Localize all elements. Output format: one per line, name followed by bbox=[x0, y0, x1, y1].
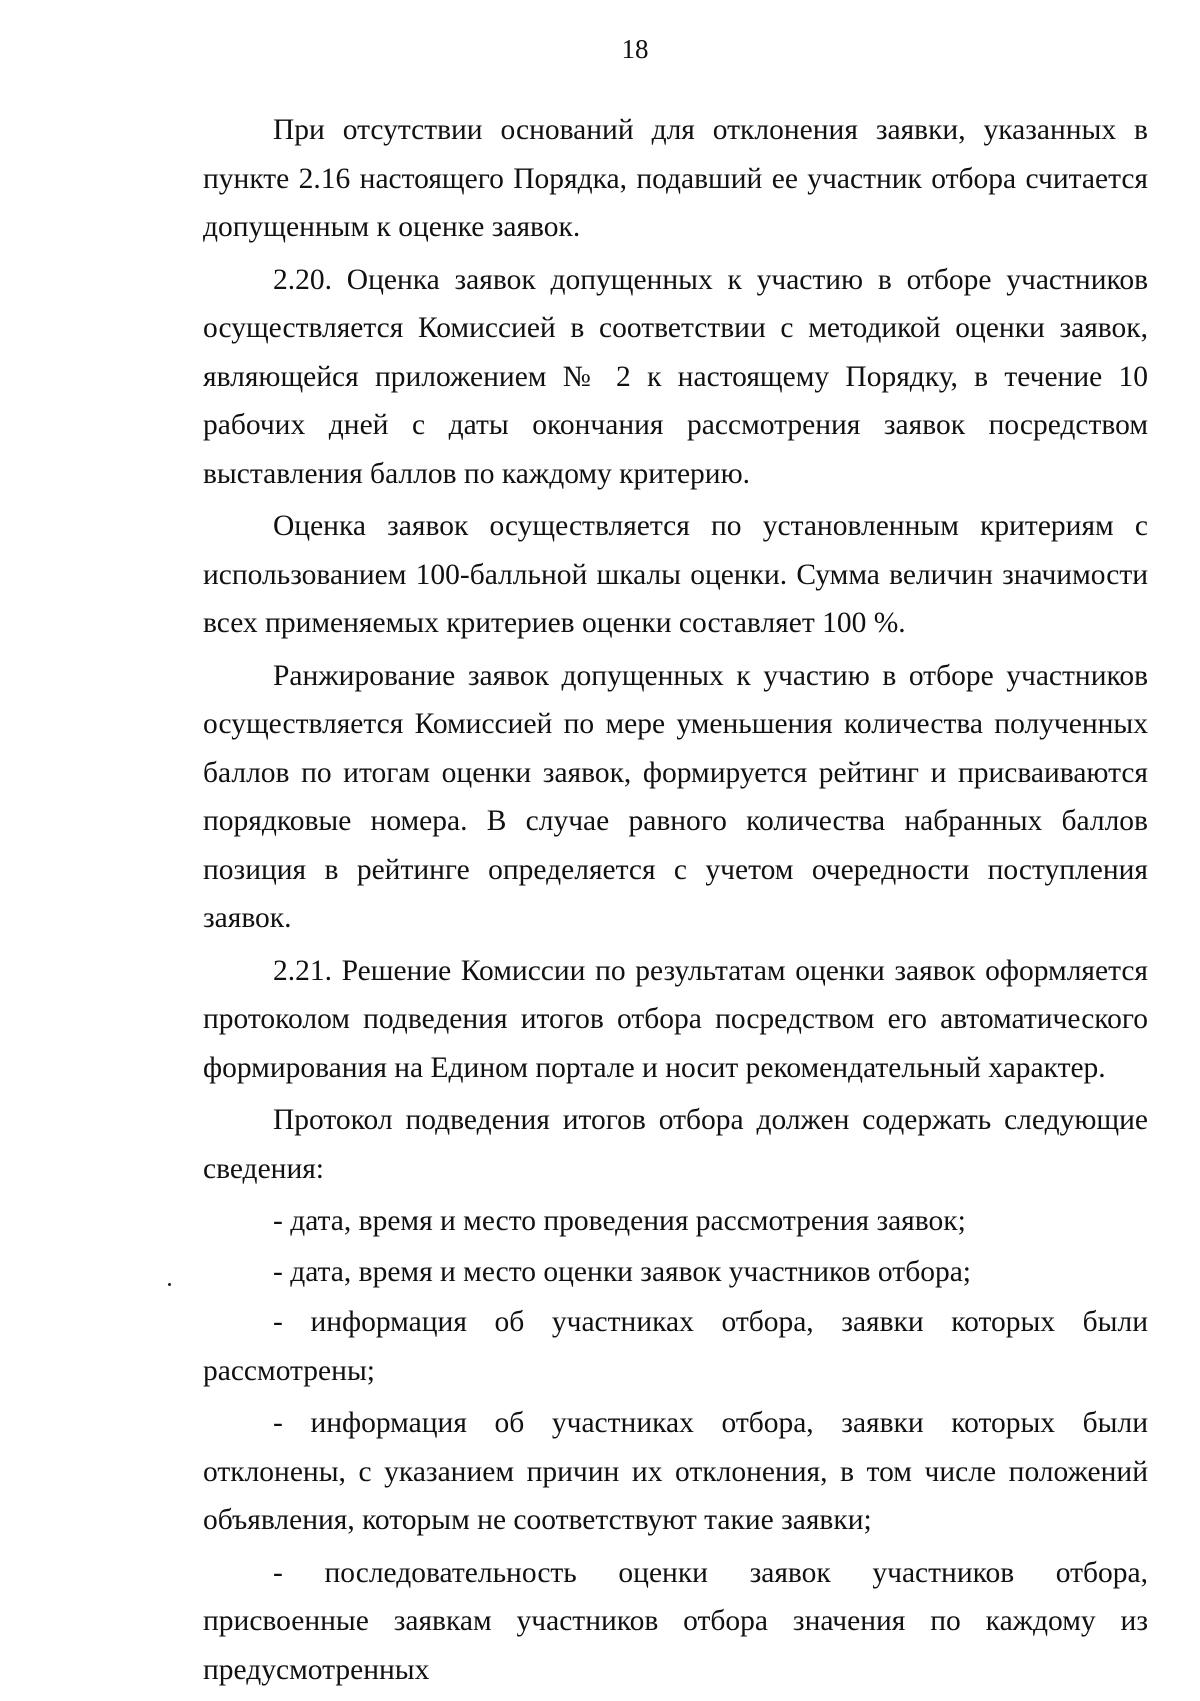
paragraph-ranking: Ранжирование заявок допущенных к участию в отборе участников осуществляется Комиссией по мере уменьшения количества полученных баллов по итогам оценки заявок, формируется рейтинг и присваиваются порядковые номера. В случае равного количества набранных баллов позиция в рейтинге определяется с учетом очередности поступления заявок. bbox=[203, 659, 1148, 934]
list-item-rejected-participants: - информация об участниках отбора, заявки которых были отклонены, с указанием причин их отклонения, в том числе положений объявления, которым не соответствуют такие заявки; bbox=[203, 1407, 1148, 1536]
paragraph-admission: При отсутствии оснований для отклонения заявки, указанных в пункте 2.16 настоящего Порядка, подавший ее участник отбора считается допущенным к оценке заявок. bbox=[203, 114, 1148, 243]
paragraph-criteria-scale: Оценка заявок осуществляется по установленным критериям с использованием 100-балльной шкалы оценки. Сумма величин значимости всех применяемых критериев оценки составляет 100 %. bbox=[203, 510, 1148, 639]
list-item-review-date: - дата, время и место проведения рассмотрения заявок; bbox=[273, 1205, 966, 1237]
list-item-evaluation-sequence: - последовательность оценки заявок участников отбора, присвоенные заявкам участников отбора значения по каждому из предусмотренных bbox=[203, 1556, 1148, 1686]
page-number: 18 bbox=[621, 34, 649, 64]
paragraph-2-21-decision: 2.21. Решение Комиссии по результатам оценки заявок оформляется протоколом подведения итогов отбора посредством его автоматического формирования на Едином портале и носит рекомендательный характер. bbox=[203, 954, 1148, 1084]
list-item-reviewed-participants: - информация об участниках отбора, заявки которых были рассмотрены; bbox=[203, 1306, 1148, 1387]
document-body bbox=[203, 106, 1148, 1698]
paragraph-protocol-contents: Протокол подведения итогов отбора должен содержать следующие сведения: bbox=[203, 1104, 1148, 1185]
paragraph-2-20-evaluation: 2.20. Оценка заявок допущенных к участию в отборе участников осуществляется Комиссией в соответствии с методикой оценки заявок, являющейся приложением № 2 к настоящему Порядку, в течение 10 рабочих дней с даты окончания рассмотрения заявок посредством выставления баллов по каждому критерию. bbox=[203, 263, 1148, 490]
list-item-evaluation-date: - дата, время и место оценки заявок участников отбора; bbox=[273, 1255, 971, 1288]
scan-speck bbox=[168, 1283, 171, 1286]
